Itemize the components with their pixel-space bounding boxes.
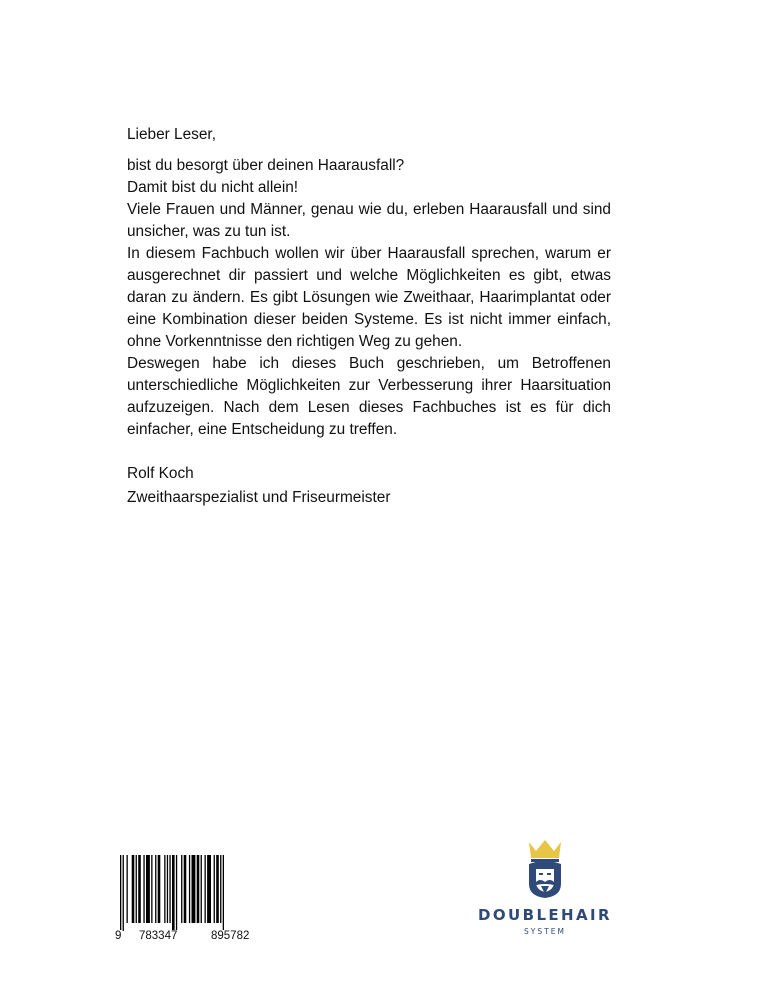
- isbn-barcode: [116, 855, 276, 945]
- paragraph-5: Deswegen habe ich dieses Buch geschrieben, um Betroffenen unterschiedliche Möglichkeiten zur Verbesserung ihrer Haarsituation aufzuzeigen. Nach dem Lesen dieses Fachbuches ist es für dich einfacher, eine Entscheidung zu treffen.: [127, 355, 611, 438]
- doublehair-logo: [460, 838, 630, 948]
- salutation: Lieber Leser,: [127, 126, 216, 143]
- paragraph-2: Damit bist du nicht allein!: [127, 179, 299, 196]
- barcode-digits-left: 783347: [139, 930, 178, 942]
- author-title: Zweithaarspezialist und Friseurmeister: [127, 489, 391, 506]
- logo-name: DOUBLEHAIR: [478, 906, 612, 924]
- paragraph-3: Viele Frauen und Männer, genau wie du, erleben Haarausfall und sind unsicher, was zu tun ist.: [127, 201, 611, 240]
- crown-face-icon: [523, 838, 567, 900]
- logo-subtitle: SYSTEM: [524, 927, 566, 936]
- letter-body: [127, 124, 611, 441]
- barcode-digits: [116, 930, 276, 946]
- signature: [127, 462, 390, 510]
- barcode-digit-lead: 9: [115, 930, 122, 942]
- author-name: Rolf Koch: [127, 465, 194, 482]
- paragraph-1: bist du besorgt über deinen Haarausfall?: [127, 157, 405, 174]
- barcode-digits-right: 895782: [211, 930, 250, 942]
- barcode-bars: [116, 855, 276, 931]
- paragraph-4: In diesem Fachbuch wollen wir über Haarausfall sprechen, warum er ausgerechnet dir passiert und welche Möglichkeiten es gibt, etwas daran zu ändern. Es gibt Lösungen wie Zweithaar, Haarimplantat oder eine Kombination dieser beiden Systeme. Es ist nicht immer einfach, ohne Vorkenntnisse den richtigen Weg zu gehen.: [127, 245, 611, 350]
